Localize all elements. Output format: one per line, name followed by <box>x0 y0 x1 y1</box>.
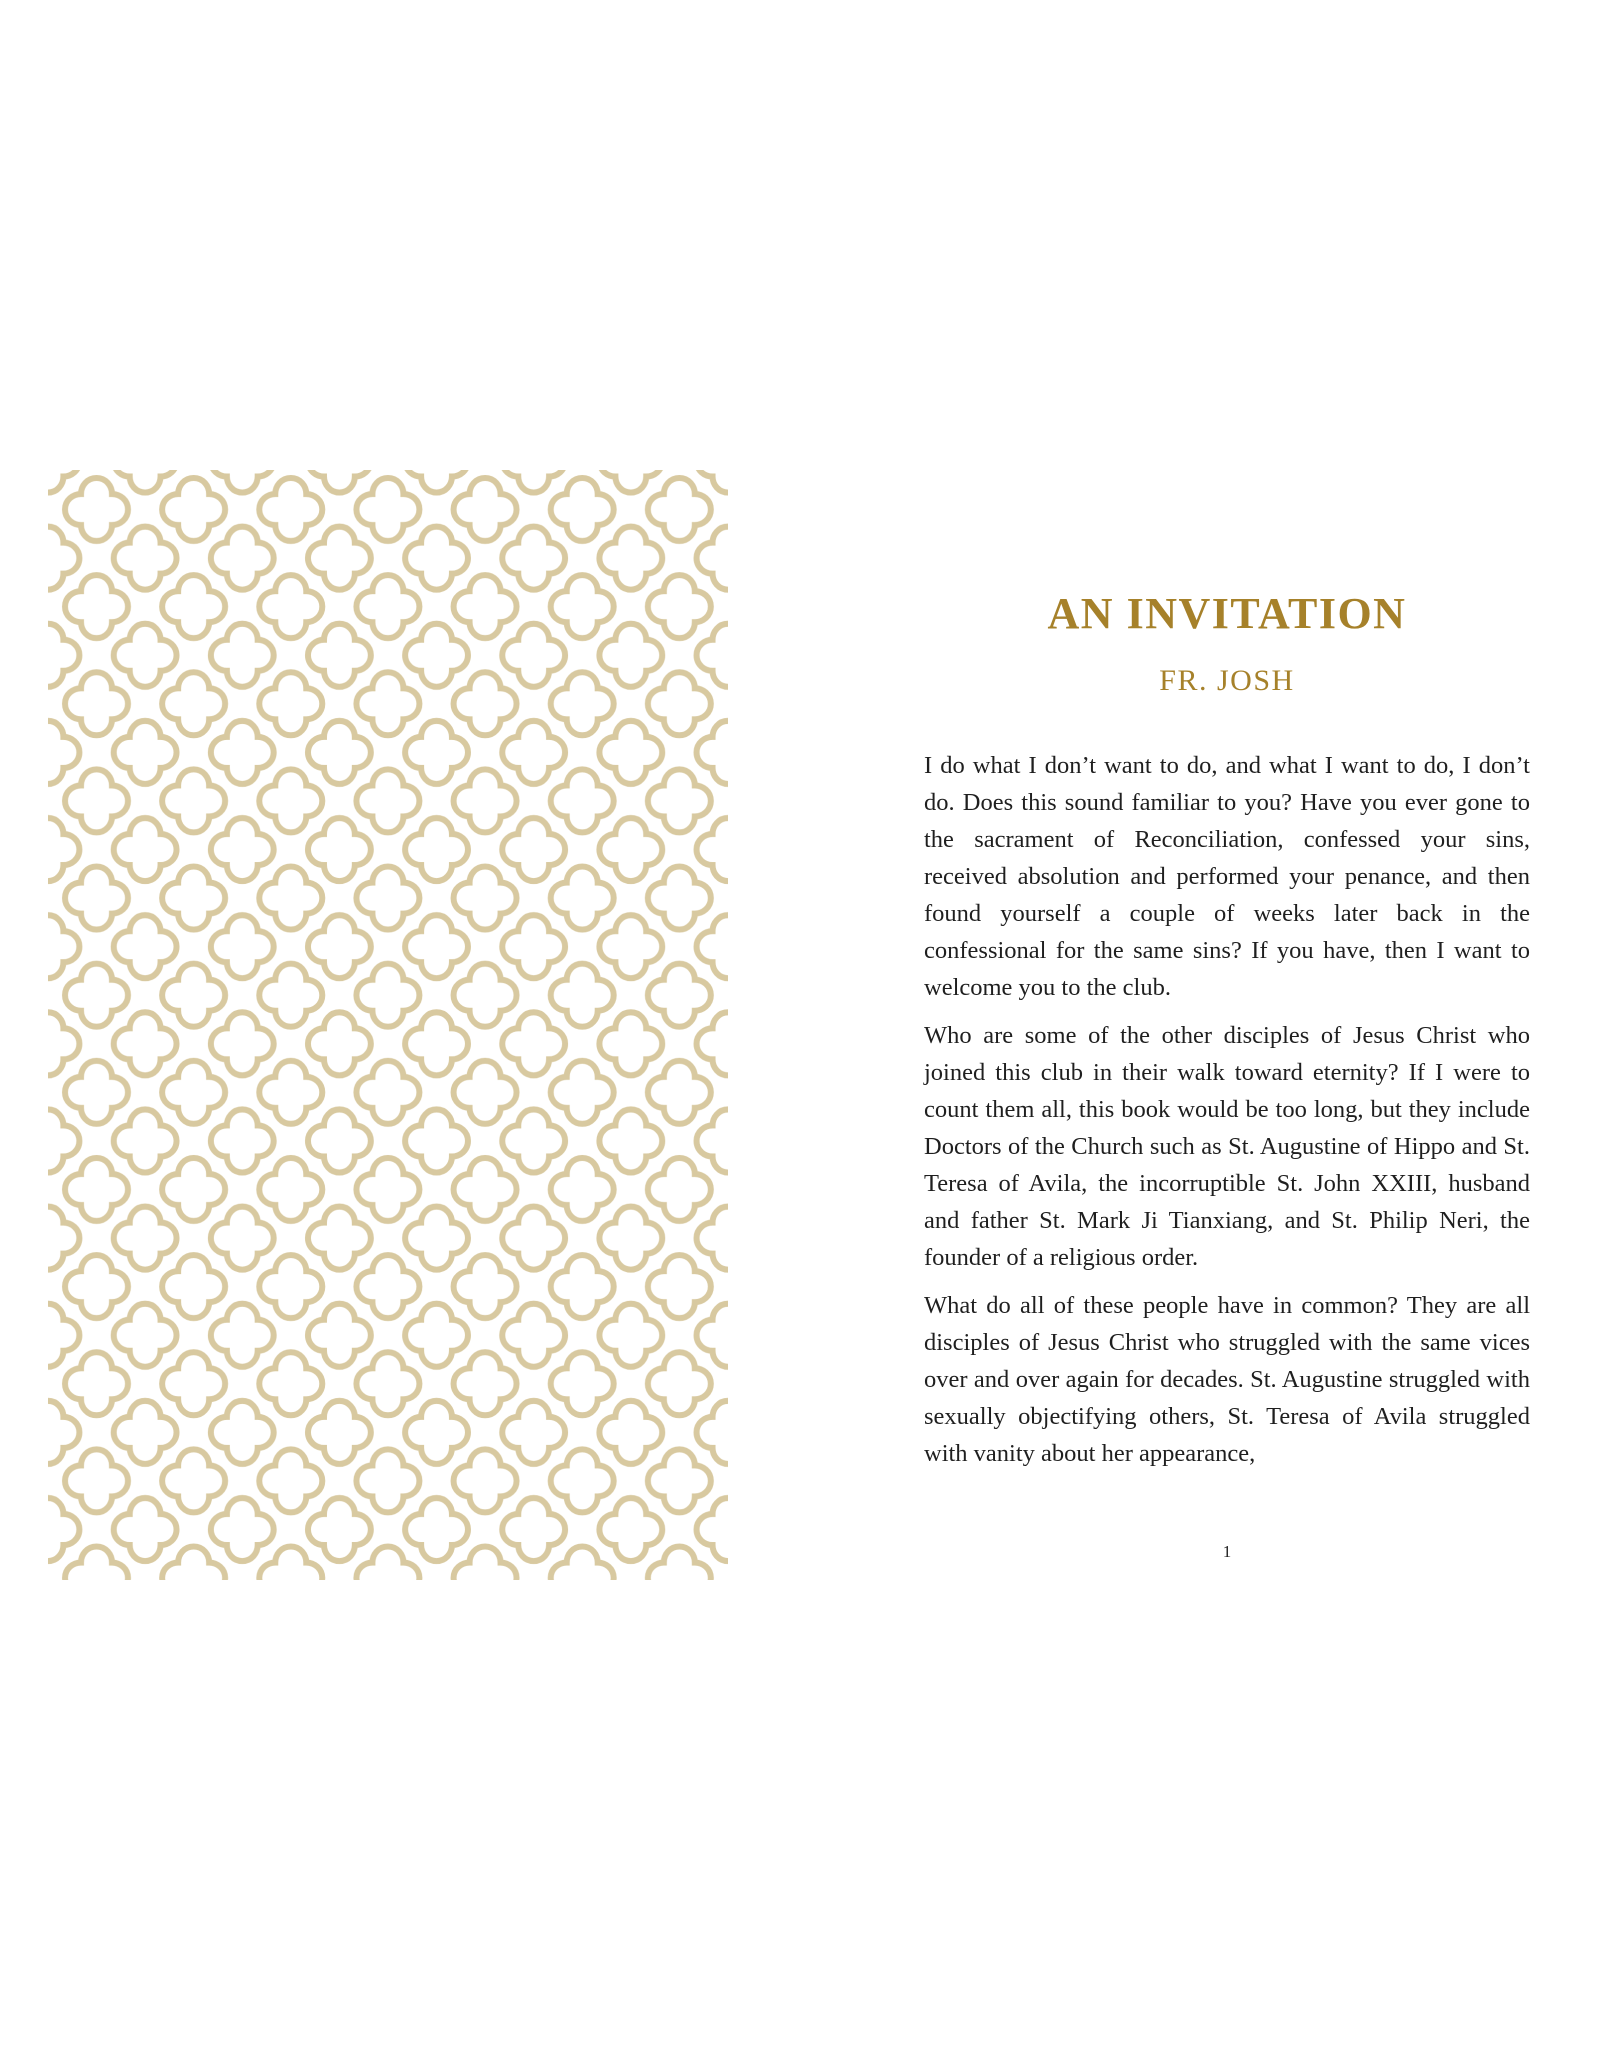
quatrefoil-pattern-icon <box>48 470 728 1580</box>
paragraph-3: What do all of these people have in common? They are all disciples of Jesus Christ who struggled with the same vices over and over again for decades. St. Augustine struggled with sexually objectifying others, St. Teresa of Avila struggled with vanity about her appearance, <box>924 1292 1530 1468</box>
chapter-author: FR. JOSH <box>1159 664 1295 698</box>
chapter-page <box>924 590 1530 1483</box>
decorative-pattern-page <box>48 470 728 1580</box>
chapter-body <box>924 747 1530 1472</box>
paragraph-2: Who are some of the other disciples of Jesus Christ who joined this club in their walk toward eternity? If I were to count them all, this book would be too long, but they include Doctors of the Church such as St. Augustine of Hippo and St. Teresa of Avila, the incorruptible St. John XXIII, husband and father St. Mark Ji Tianxiang, and St. Philip Neri, the founder of a religious order. <box>924 1022 1530 1272</box>
chapter-title: AN INVITATION <box>1047 589 1407 638</box>
paragraph-1: I do what I don’t want to do, and what I want to do, I don’t do. Does this sound familiar to you? Have you ever gone to the sacrament of Reconciliation, confessed your sins, received absolution and performed your penance, and then found yourself a couple of weeks later back in the confessional for the same sins? If you have, then I want to welcome you to the club. <box>924 752 1530 1002</box>
page-number: 1 <box>1222 1542 1232 1561</box>
